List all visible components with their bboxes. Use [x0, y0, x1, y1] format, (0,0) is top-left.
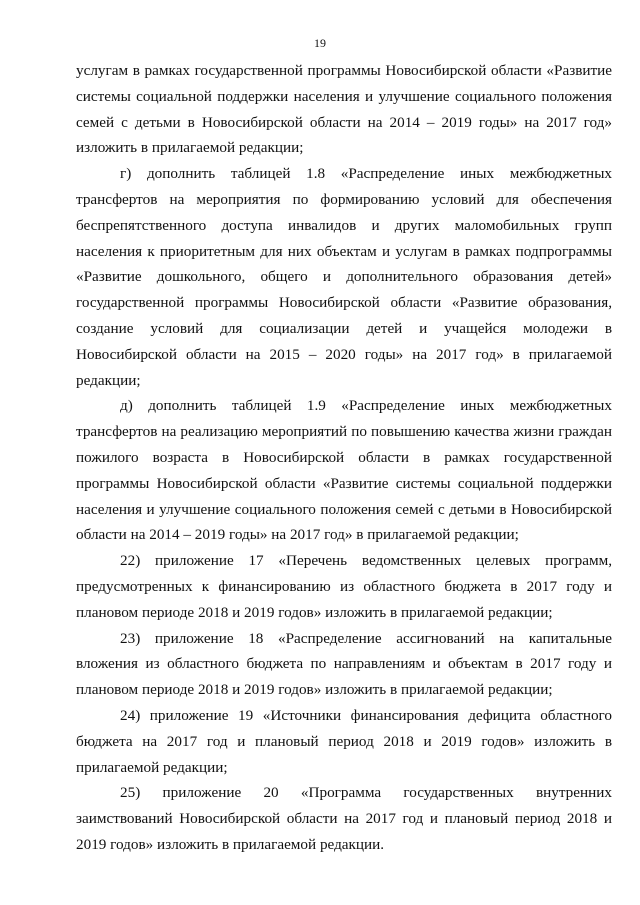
paragraph-item-22: 22) приложение 17 «Перечень ведомственных целевых программ, предусмотренных к финансированию из областного бюджета в 2017 году и плановом периоде 2018 и 2019 годов» изложить в прилагаемой редакции;: [76, 552, 612, 621]
paragraph-item-25: 25) приложение 20 «Программа государственных внутренних заимствований Новосибирской области на 2017 год и плановый период 2018 и 2019 годов» изложить в прилагаемой редакции.: [76, 784, 612, 853]
paragraph-item-23: 23) приложение 18 «Распределение ассигнований на капитальные вложения из областного бюджета по направлениям и объектам в 2017 году и плановом периоде 2018 и 2019 годов» изложить в прилагаемой редакции;: [76, 629, 612, 699]
body-text: [76, 58, 612, 858]
paragraph-continuation: услугам в рамках государственной программы Новосибирской области «Развитие системы социальной поддержки населения и улучшение социального положения семей с детьми в Новосибирской области на 2014 – 2019 годы» на 2017 год» изложить в прилагаемой редакции;: [76, 62, 612, 157]
page-number: 19: [314, 36, 326, 50]
paragraph-item-g: г) дополнить таблицей 1.8 «Распределение иных межбюджетных трансфертов на мероприятия по формированию условий для обеспечения беспрепятственного доступа инвалидов и других маломобильных групп населения к приоритетным для них объектам и услугам в рамках подпрограммы «Развитие дошкольного, общего и дополнительного образования детей» государственной программы Новосибирской области «Развитие образования, создание условий для социализации детей и учащейся молодежи в Новосибирской области на 2015 – 2020 годы» на 2017 год» в прилагаемой редакции;: [76, 165, 612, 389]
paragraph-item-24: 24) приложение 19 «Источники финансирования дефицита областного бюджета на 2017 год и плановый период 2018 и 2019 годов» изложить в прилагаемой редакции;: [76, 706, 612, 776]
paragraph-item-d: д) дополнить таблицей 1.9 «Распределение иных межбюджетных трансфертов на реализацию мероприятий по повышению качества жизни граждан пожилого возраста в Новосибирской области в рамках государственной программы Новосибирской области «Развитие системы социальной поддержки населения и улучшение социального положения семей с детьми в Новосибирской области на 2014 – 2019 годы» на 2017 год» в прилагаемой редакции;: [76, 397, 612, 544]
